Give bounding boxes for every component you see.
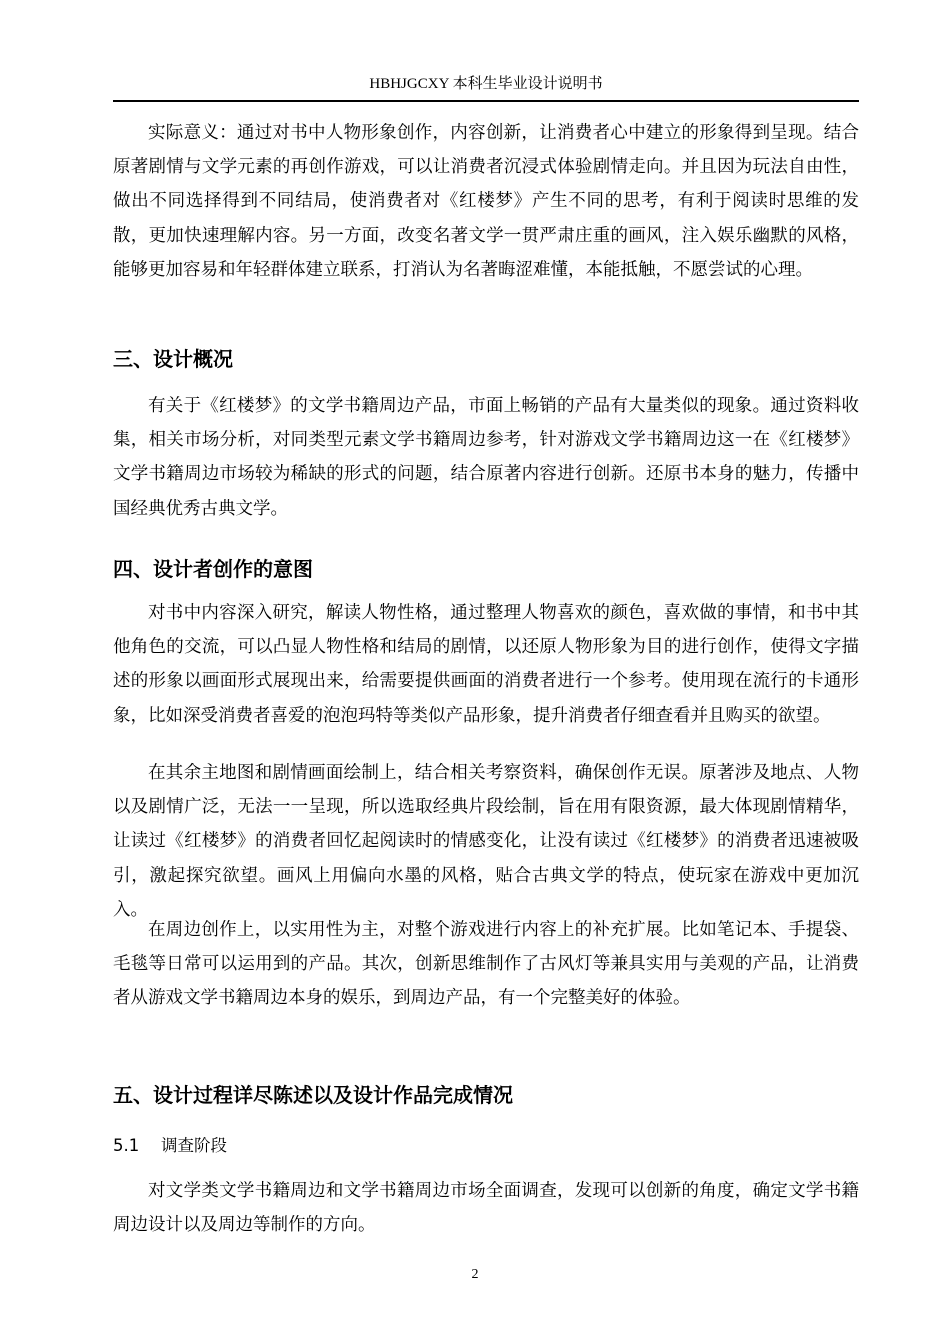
header-rule bbox=[113, 100, 859, 102]
section-3-heading: 三、设计概况 bbox=[113, 347, 233, 371]
section-4-paragraph-2: 在其余主地图和剧情画面绘制上，结合相关考察资料，确保创作无误。原著涉及地点、人物以及剧情广泛，无法一一呈现，所以选取经典片段绘制，旨在用有限资源，最大体现剧情精华，让读过《红楼梦》的消费者回忆起阅读时的情感变化，让没有读过《红楼梦》的消费者迅速被吸引，激起探究欲望。画风上用偏向水墨的风格，贴合古典文学的特点，使玩家在游戏中更加沉入。 bbox=[113, 763, 859, 920]
page-number: 2 bbox=[471, 1267, 479, 1282]
intro-paragraph: 实际意义：通过对书中人物形象创作，内容创新，让消费者心中建立的形象得到呈现。结合原著剧情与文学元素的再创作游戏，可以让消费者沉浸式体验剧情走向。并且因为玩法自由性，做出不同选择得到不同结局，使消费者对《红楼梦》产生不同的思考，有利于阅读时思维的发散，更加快速理解内容。另一方面，改变名著文学一贯严肃庄重的画风，注入娱乐幽默的风格，能够更加容易和年轻群体建立联系，打消认为名著晦涩难懂，本能抵触，不愿尝试的心理。 bbox=[113, 123, 859, 280]
subsection-number: 5.1 bbox=[113, 1136, 140, 1155]
page-header-title: HBHJGCXY 本科生毕业设计说明书 bbox=[369, 76, 603, 92]
section-3-paragraph: 有关于《红楼梦》的文学书籍周边产品，市面上畅销的产品有大量类似的现象。通过资料收集，相关市场分析，对同类型元素文学书籍周边参考，针对游戏文学书籍周边这一在《红楼梦》文学书籍周边市场较为稀缺的形式的问题，结合原著内容进行创新。还原书本身的魅力，传播中国经典优秀古典文学。 bbox=[113, 396, 859, 519]
subsection-5-1-paragraph: 对文学类文学书籍周边和文学书籍周边市场全面调查，发现可以创新的角度，确定文学书籍周边设计以及周边等制作的方向。 bbox=[113, 1181, 859, 1236]
section-5-heading: 五、设计过程详尽陈述以及设计作品完成情况 bbox=[113, 1083, 513, 1107]
section-4-paragraph-1: 对书中内容深入研究，解读人物性格，通过整理人物喜欢的颜色，喜欢做的事情，和书中其他角色的交流，可以凸显人物性格和结局的剧情，以还原人物形象为目的进行创作，使得文字描述的形象以画面形式展现出来，给需要提供画面的消费者进行一个参考。使用现在流行的卡通形象，比如深受消费者喜爱的泡泡玛特等类似产品形象，提升消费者仔细查看并且购买的欲望。 bbox=[113, 603, 859, 726]
subsection-title: 调查阶段 bbox=[161, 1136, 227, 1155]
section-4-heading: 四、设计者创作的意图 bbox=[113, 557, 313, 581]
section-4-paragraph-3: 在周边创作上，以实用性为主，对整个游戏进行内容上的补充扩展。比如笔记本、手提袋、毛毯等日常可以运用到的产品。其次，创新思维制作了古风灯等兼具实用与美观的产品，让消费者从游戏文学书籍周边本身的娱乐，到周边产品，有一个完整美好的体验。 bbox=[113, 920, 859, 1009]
subsection-5-1-heading bbox=[113, 1134, 859, 1158]
